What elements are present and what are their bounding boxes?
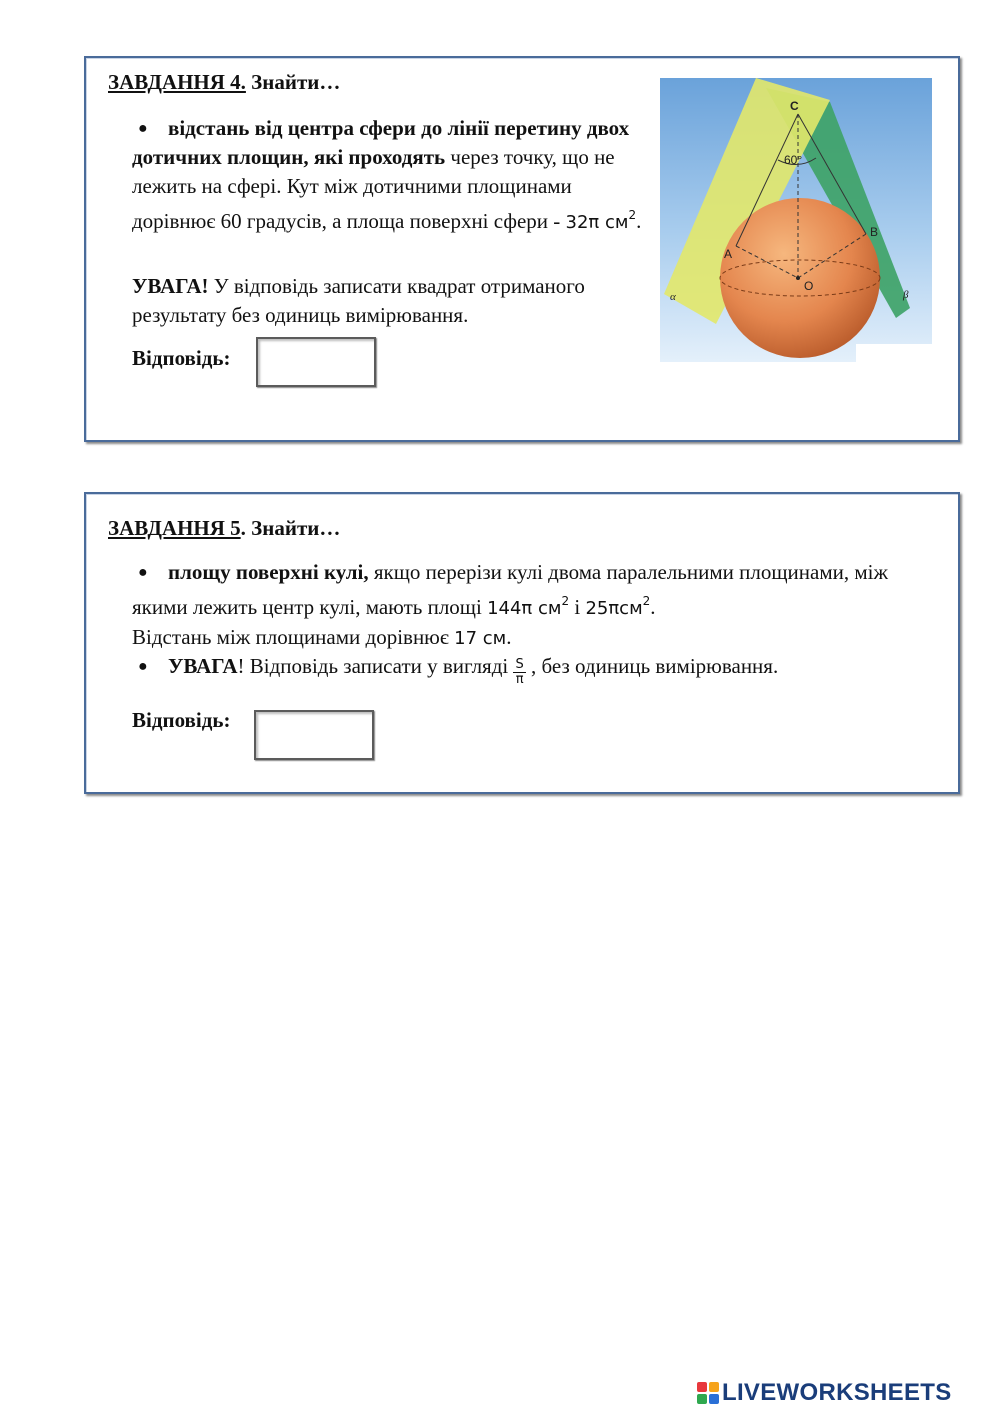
task-5-warning: ● УВАГА! Відповідь записати у вигляді $\frac{S}{\pi}$ , без одиниць вимірювання. bbox=[132, 652, 932, 687]
label-c: C bbox=[790, 99, 799, 113]
sphere-tangent-planes-figure bbox=[660, 78, 932, 362]
label-b: B bbox=[870, 225, 879, 239]
task-4-card bbox=[84, 56, 960, 442]
task-5-answer-label: Відповідь: bbox=[132, 708, 231, 732]
task-4-condition: ● відстань від центра сфери до лінії перетину двох дотичних площин, які проходять через точку, що не лежить на сфері. Кут між дотичними площинами дорівнює 60 градусів, а площа поверхні сфери - 32π $см^2$. bbox=[132, 116, 642, 233]
task-5-condition: ● площу поверхні кулі, якщо перерізи кулі двома паралельними площинами, між якими лежить центр кулі, мають площі 144π $см^2$ і 25πсм$^2$. Відстань між площинами дорівнює 17 см. bbox=[132, 560, 888, 649]
task-4-answer-input[interactable] bbox=[256, 337, 376, 387]
bullet-icon: ● bbox=[138, 564, 148, 581]
task-4-title: ЗАВДАННЯ 4. Знайти… bbox=[108, 70, 341, 94]
label-beta: β bbox=[903, 289, 909, 301]
label-alpha: α bbox=[670, 291, 676, 303]
task-5-card bbox=[84, 492, 960, 794]
task-5-answer-input[interactable] bbox=[254, 710, 374, 760]
label-angle: 60° bbox=[784, 153, 803, 167]
liveworksheets-logo-icon bbox=[697, 1382, 719, 1404]
liveworksheets-logo bbox=[697, 1380, 952, 1406]
liveworksheets-brand: LIVEWORKSHEETS bbox=[722, 1379, 952, 1406]
bullet-icon: ● bbox=[138, 120, 148, 137]
label-a: A bbox=[724, 247, 733, 261]
task-4-warning: УВАГА! У відповідь записати квадрат отриманого результату без одиниць вимірювання. bbox=[132, 274, 585, 327]
figure-corner bbox=[856, 344, 932, 362]
task-4-answer-label: Відповідь: bbox=[132, 346, 231, 370]
fraction-s-over-pi: $\frac{S}{\pi}$ bbox=[515, 657, 524, 687]
label-o: O bbox=[804, 279, 814, 293]
task-5-title: ЗАВДАННЯ 5. Знайти… bbox=[108, 516, 341, 540]
point-o bbox=[796, 276, 800, 280]
bullet-icon: ● bbox=[138, 658, 148, 675]
